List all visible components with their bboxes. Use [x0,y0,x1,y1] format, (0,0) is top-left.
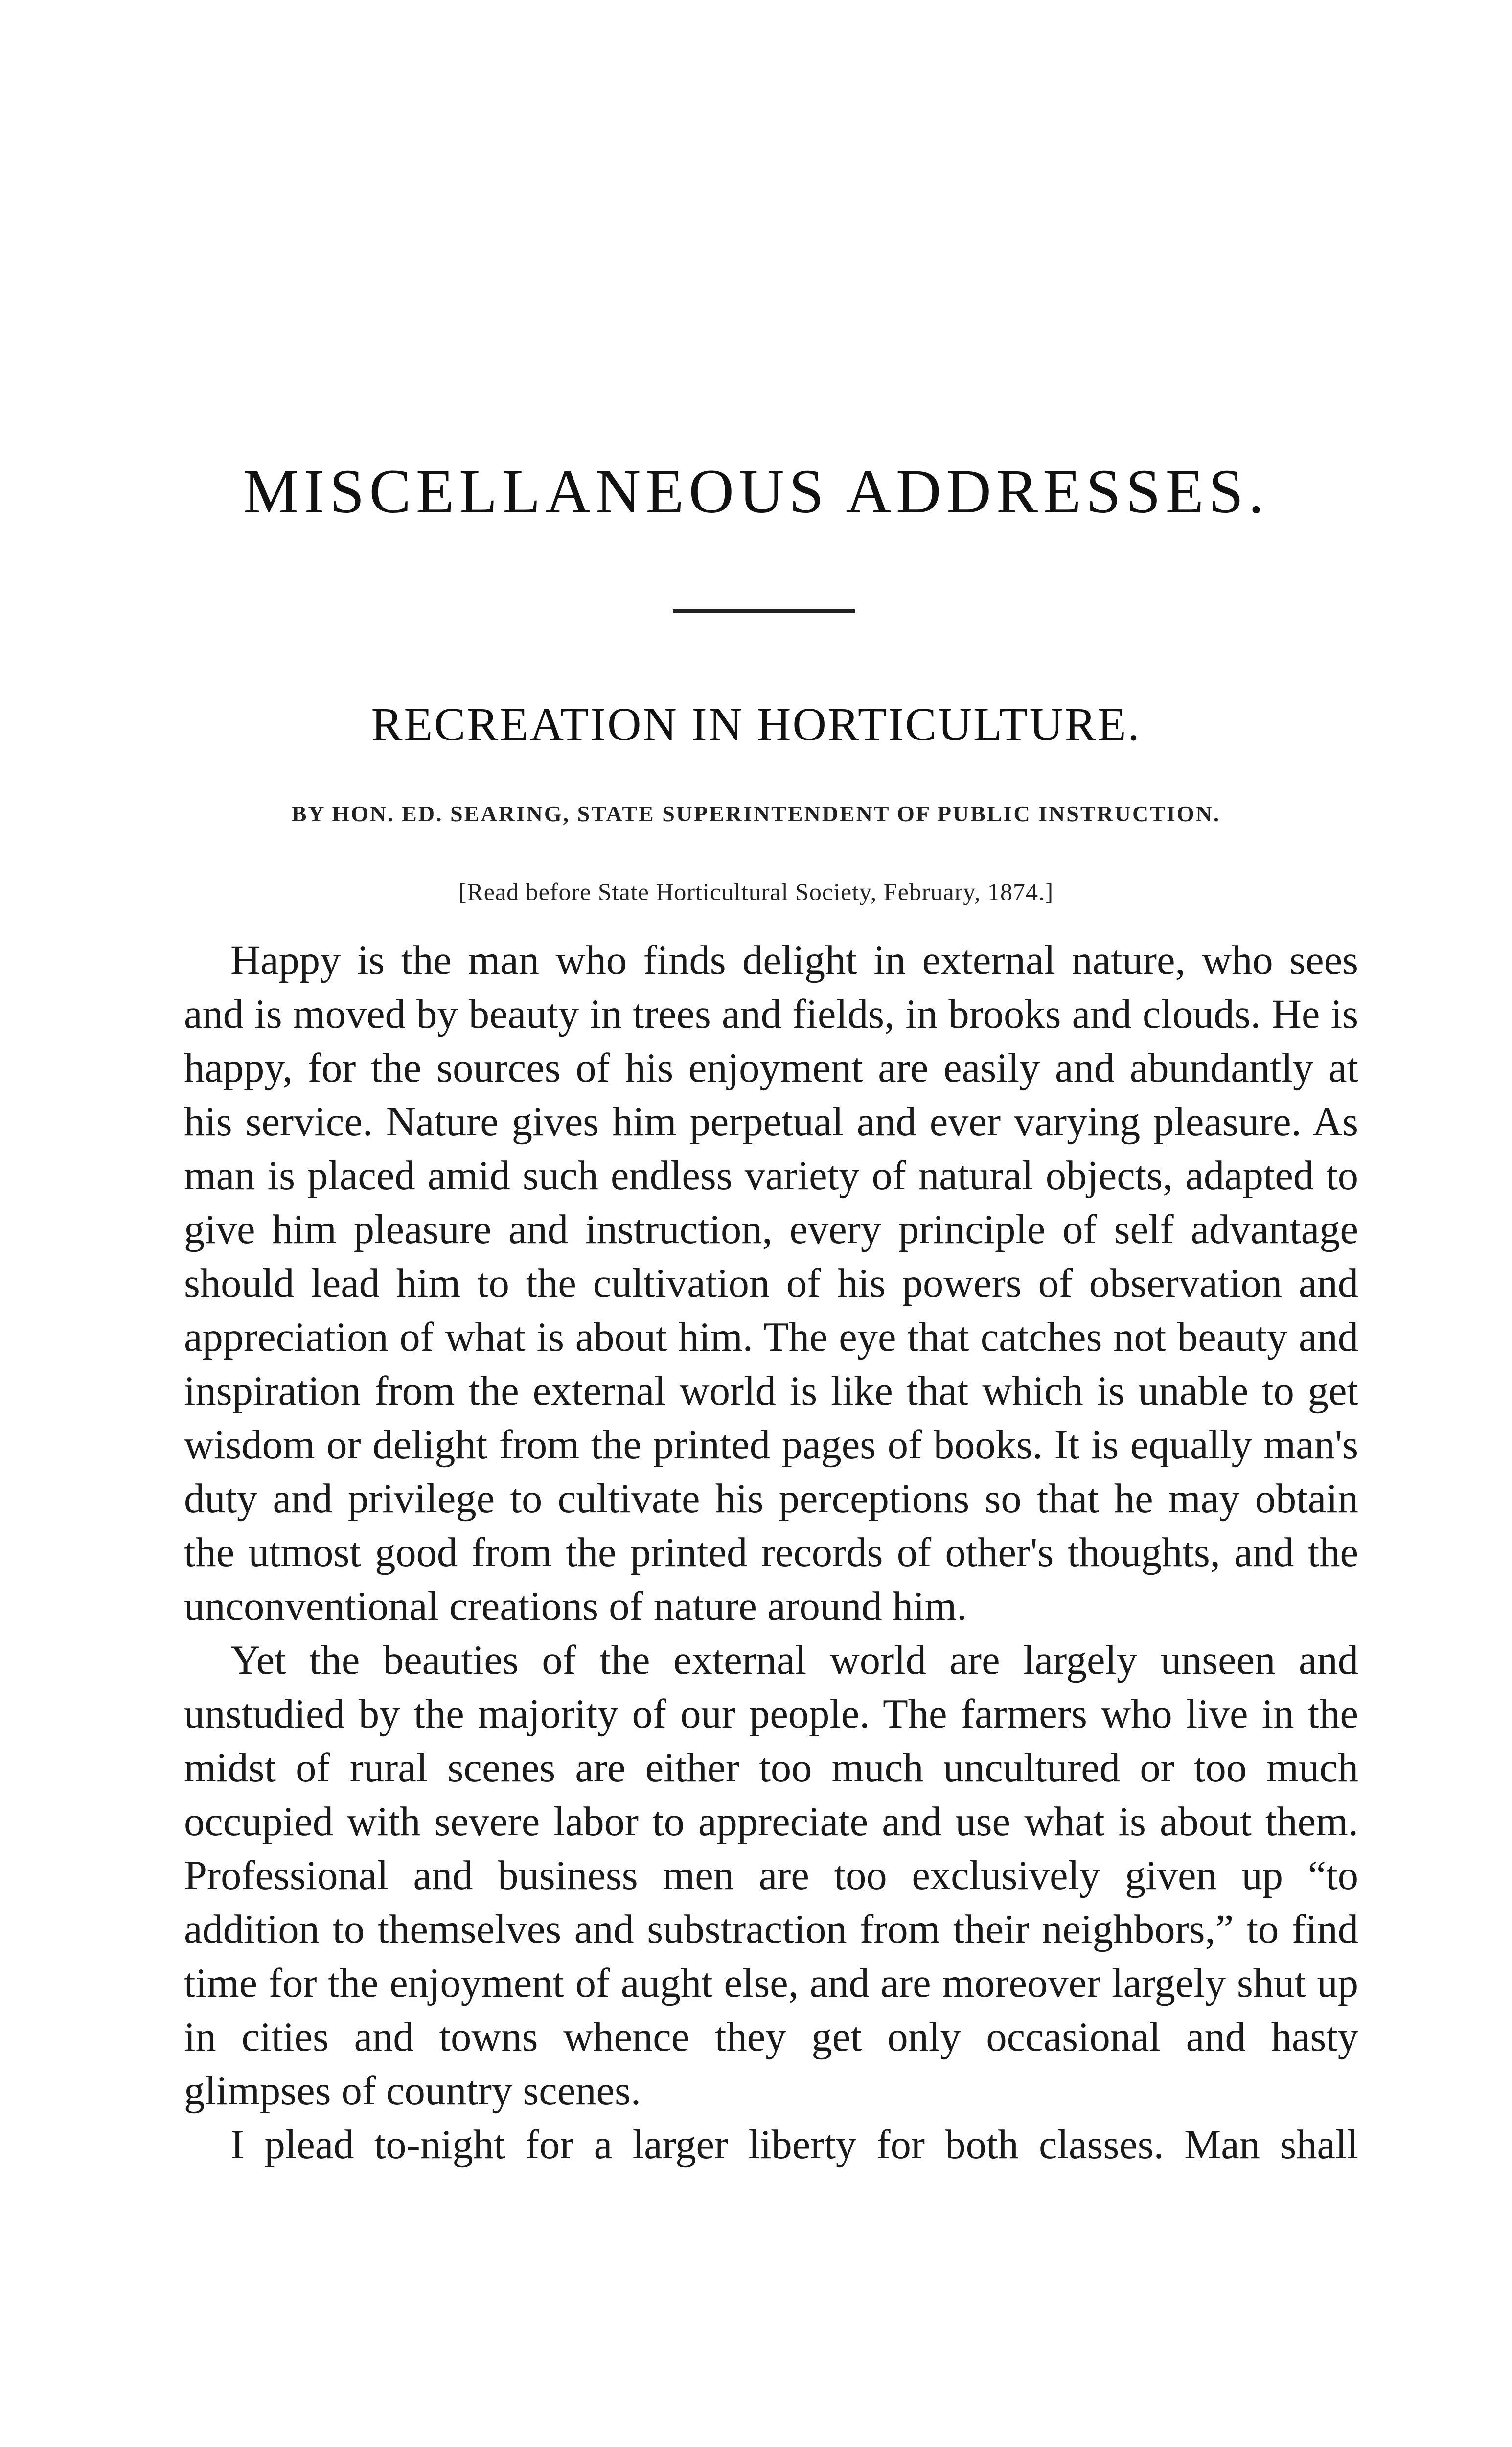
paragraph-1: Happy is the man who finds delight in external nature, who sees and is moved by beauty in trees and fields, in brooks and clouds. He is happy, for the sources of his enjoyment are easily and abundantly at his service. Nature gives him perpetual and ever varying pleasure. As man is placed amid such endless variety of natural objects, adapted to give him pleasure and instruction, every principle of self advantage should lead him to the cultivation of his powers of observation and appreciation of what is about him. The eye that catches not beauty and inspiration from the external world is like that which is unable to get wisdom or delight from the printed pages of books. It is equally man's duty and privilege to cultivate his perceptions so that he may obtain the utmost good from the printed records of other's thoughts, and the unconventional creations of nature around him. [184,938,1358,1629]
article-title: RECREATION IN HORTICULTURE. [371,698,1141,750]
paragraph-2: Yet the beauties of the external world are largely unseen and unstudied by the majority of our people. The farmers who live in the midst of rural scenes are either too much uncultured or too much occupied with severe labor to appreciate and use what is about them. Professional and business men are too exclusively given up “to addition to themselves and substraction from their neighbors,” to find time for the enjoyment of aught else, and are moreover largely shut up in cities and towns whence they get only occasional and hasty glimpses of country scenes. [184,1638,1358,2114]
reading-note: [Read before State Horticultural Society, February, 1874.] [458,878,1054,905]
article-byline: BY HON. ED. SEARING, STATE SUPERINTENDENT OF PUBLIC INSTRUCTION. [291,801,1221,826]
section-heading: MISCELLANEOUS ADDRESSES. [243,457,1269,526]
paragraph-3: I plead to-night for a larger liberty for both classes. Man shall [230,2122,1358,2168]
article-body [184,934,1358,2172]
heading-rule [673,609,855,613]
